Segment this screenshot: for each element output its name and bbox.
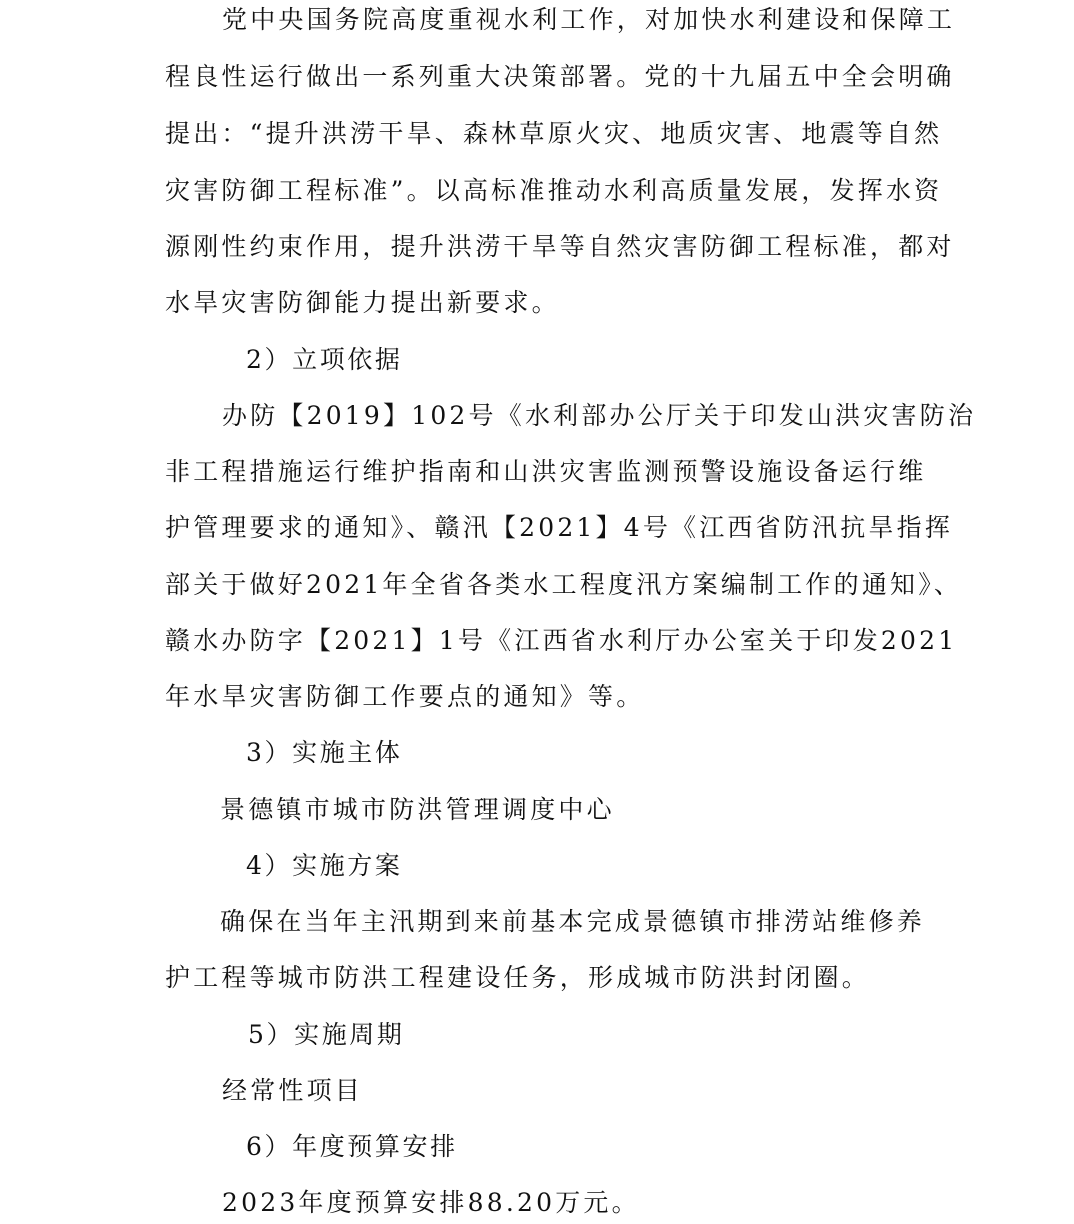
- intro-line-6: 水旱灾害防御能力提出新要求。: [165, 288, 560, 317]
- entity-line-1: 景德镇市城市防洪管理调度中心: [220, 795, 615, 824]
- plan-line-2: 护工程等城市防洪工程建设任务，形成城市防洪封闭圈。: [165, 963, 871, 992]
- intro-line-4: 灾害防御工程标准”。以高标准推动水利高质量发展，发挥水资: [165, 176, 943, 205]
- section-heading-basis: 2）立项依据: [246, 345, 403, 374]
- section-heading-entity: 3）实施主体: [246, 738, 403, 767]
- intro-line-1: 党中央国务院高度重视水利工作，对加快水利建设和保障工: [222, 5, 956, 34]
- section-heading-plan: 4）实施方案: [246, 851, 403, 880]
- intro-line-2: 程良性运行做出一系列重大决策部署。党的十九届五中全会明确: [165, 62, 955, 91]
- basis-line-4: 部关于做好2021年全省各类水工程度汛方案编制工作的通知》、: [165, 570, 963, 599]
- basis-line-3: 护管理要求的通知》、赣汛【2021】4号《江西省防汛抗旱指挥: [165, 513, 954, 542]
- basis-line-1: 办防【2019】102号《水利部办公厅关于印发山洪灾害防治: [222, 401, 977, 430]
- basis-line-5: 赣水办防字【2021】1号《江西省水利厅办公室关于印发2021: [165, 626, 958, 655]
- basis-line-6: 年水旱灾害防御工作要点的通知》等。: [165, 682, 645, 711]
- section-heading-budget: 6）年度预算安排: [246, 1132, 458, 1161]
- basis-line-2: 非工程措施运行维护指南和山洪灾害监测预警设施设备运行维: [165, 457, 927, 486]
- period-line-1: 经常性项目: [222, 1076, 364, 1105]
- budget-line-1: 2023年度预算安排88.20万元。: [222, 1188, 640, 1217]
- intro-line-5: 源刚性约束作用，提升洪涝干旱等自然灾害防御工程标准，都对: [165, 232, 955, 261]
- section-heading-period: 5）实施周期: [248, 1020, 405, 1049]
- plan-line-1: 确保在当年主汛期到来前基本完成景德镇市排涝站维修养: [220, 907, 926, 936]
- intro-line-3: 提出：“提升洪涝干旱、森林草原火灾、地质灾害、地震等自然: [165, 119, 943, 148]
